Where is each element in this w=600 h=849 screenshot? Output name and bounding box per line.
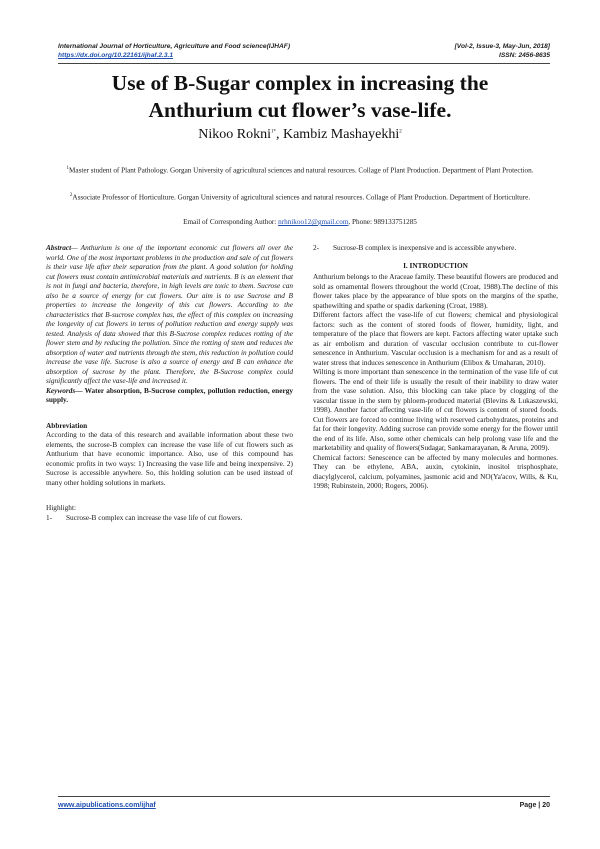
abstract-label: Abstract (46, 243, 72, 252)
author-2: Kambiz Mashayekhi (282, 127, 400, 142)
corresponding-author (60, 218, 540, 227)
left-column (46, 243, 293, 522)
intro-paragraph-3: Wilting is more important than senescence in the termination of the vase life of cut flowers. The end of their life is usually the result of their inability to draw water from the vase solution. Also, this blocking can take place by clogging of the vascular tissue in the stem by phloem-produced material (Blevins & Lukaszewski, 1998). Another factor affecting vase-life of cut flowers is content of stored foods. Cut flowers are forced to continue living with reserved carbohydrates, proteins and fat for their longevity. Adding sucrose can provide some energy for the flower until the end of its life. Also, some other chemicals can help prolong vase life and the marketability and quality of flowers(Sudagar, Sankarnarayanan, & Aruna, 2009). (313, 367, 558, 452)
title-line-1: Use of B-Sugar complex in increasing the (111, 71, 489, 95)
introduction-heading: I. INTRODUCTION (403, 260, 468, 270)
highlight-heading: Highlight: (46, 503, 76, 512)
right-column (313, 243, 558, 491)
footer-site-link[interactable]: www.aipublications.com/ijhaf (58, 802, 156, 809)
intro-paragraph-4: Chemical factors: Senescence can be affected by many molecules and hormones. They can be ethylene, ABA, auxin, cytokinin, inositol trisphosphate, diacylglycerol, calcium, polyamines, jasmonic acid and NO(Ya'acov, Wills, & Ku, 1998; Rubinstein, 2000; Rogers, 2006). (313, 452, 558, 490)
issn: ISSN: 2456-8635 (499, 52, 550, 59)
email-link[interactable]: nrhnikoo12@gmail.com (278, 218, 349, 226)
header-rule (58, 63, 550, 64)
author-list (40, 127, 560, 143)
volume-info: [Vol-2, Issue-3, May-Jun, 2018] (454, 43, 550, 50)
affiliation-1-text: Master student of Plant Pathology. Gorgan University of agricultural sciences and natural resources. Collage of Plant Production. Department of Plant Protection. (69, 166, 534, 175)
keywords-text: — Water absorption, B-Sucrose complex, pollution reduction, energy supply. (46, 385, 293, 404)
journal-name: International Journal of Horticulture, Agriculture and Food science(IJHAF) (58, 43, 291, 50)
abstract (46, 243, 293, 386)
author-1-mark: 1* (270, 129, 276, 135)
page-number: Page | 20 (519, 802, 550, 809)
phone-number: , Phone: 989133751285 (348, 218, 417, 226)
author-1: Nikoo Rokni (198, 127, 271, 142)
affiliation-2-mark: 2 (69, 193, 73, 198)
abbreviation-text: According to the data of this research and available information about these two elements, the sucrose-B complex can increase the vase life of cut flowers such as Anthurium that have economic importance. Also, use of this compound has economic profits in two ways: 1) Increasing the vase life and being inexpensive. 2) Sucrose is accessible anywhere. So, this holding solution can be used instead of many other holding solutions in markets. (46, 430, 293, 487)
paper-title (40, 70, 560, 124)
highlight-text: Sucrose-B complex can increase the vase life of cut flowers. (66, 512, 243, 522)
highlight-text: Sucrose-B complex is inexpensive and is accessible anywhere. (333, 243, 517, 252)
affiliation-2 (60, 191, 540, 203)
running-header (58, 43, 550, 50)
highlight-item (313, 243, 558, 253)
footer-rule (58, 796, 550, 797)
author-2-mark: 2 (399, 129, 402, 135)
author-separator: , (275, 127, 283, 142)
doi-line (58, 52, 550, 59)
highlight-number: 2- (313, 243, 320, 252)
highlight-item (46, 513, 293, 523)
highlight-number: 1- (46, 512, 53, 522)
abstract-text: — Anthurium is one of the important economic cut flowers all over the world. One of the most important problems in the production and sale of cut flowers is their vase life after their separation from the plant. A good solution for holding cut flowers must contain antimicrobial materials and nutrients. B is an element that is not in fungi and bacteria, therefore, in high levels are toxic to them. Sucrose can also be a source of energy for cut flowers. Our aim is to use Sucrose and B properties to increase the longevity of this cut flowers. According to the characteristics that B-sucrose complex has, the effect of this complex on increasing the longevity of cut flowers in terms of pollution reduction and energy supply was tested. Analysis of data showed that this B-Sucrose complex reduces rotting of the flower stem and by reducing the pollution. Since the rotting of stem and reduces the absorption of water and nutrients through the stem, this reduction in pollution could increase the vase life. Sucrose is also a source of energy and B can enhance the absorption of sucrose by the plant. Therefore, the B-Sucrose complex could significantly affect the vase-life and increased it. (46, 243, 293, 385)
affiliation-1 (60, 164, 540, 176)
intro-paragraph-1: Anthurium belongs to the Araceae family. These beautiful flowers are produced and sold as ornamental flowers throughout the world (Croat, 1988).The decline of this flower takes place by the appearance of blue spots on the margins of the spathe, spathewilting and spathe or spadix darkening (Croat, 1988). (313, 272, 558, 310)
keywords (46, 386, 293, 405)
intro-paragraph-2: Different factors affect the vase-life of cut flowers; chemical and physiological factors: such as the content of stored foods of flower, humidity, light, and temperature of the place that flowers are kept. Factors affecting water uptake such as air embolism and duration of vascular occlusion contribute to cut-flower senescence in Anthurium. Vascular occlusion is a mechanism for and as a result of water stress that induces senescence in Anthurium (Elibox & Umaharan, 2010). (313, 310, 558, 367)
affiliation-1-mark: 1 (66, 166, 69, 171)
page-footer (58, 802, 550, 809)
affiliation-2-text: Associate Professor of Horticulture. Gorgan University of agricultural sciences and natural resources. Collage of Plant Production. Department of Horticulture. (72, 193, 531, 202)
keywords-label: Keywords (46, 385, 76, 395)
abbreviation-heading: Abbreviation (46, 420, 88, 430)
email-label: Email of Corresponding Author: (183, 218, 279, 226)
doi-link[interactable]: https://dx.doi.org/10.22161/ijhaf.2.3.1 (58, 52, 174, 59)
title-line-2: Anthurium cut flower’s vase-life. (148, 98, 452, 122)
